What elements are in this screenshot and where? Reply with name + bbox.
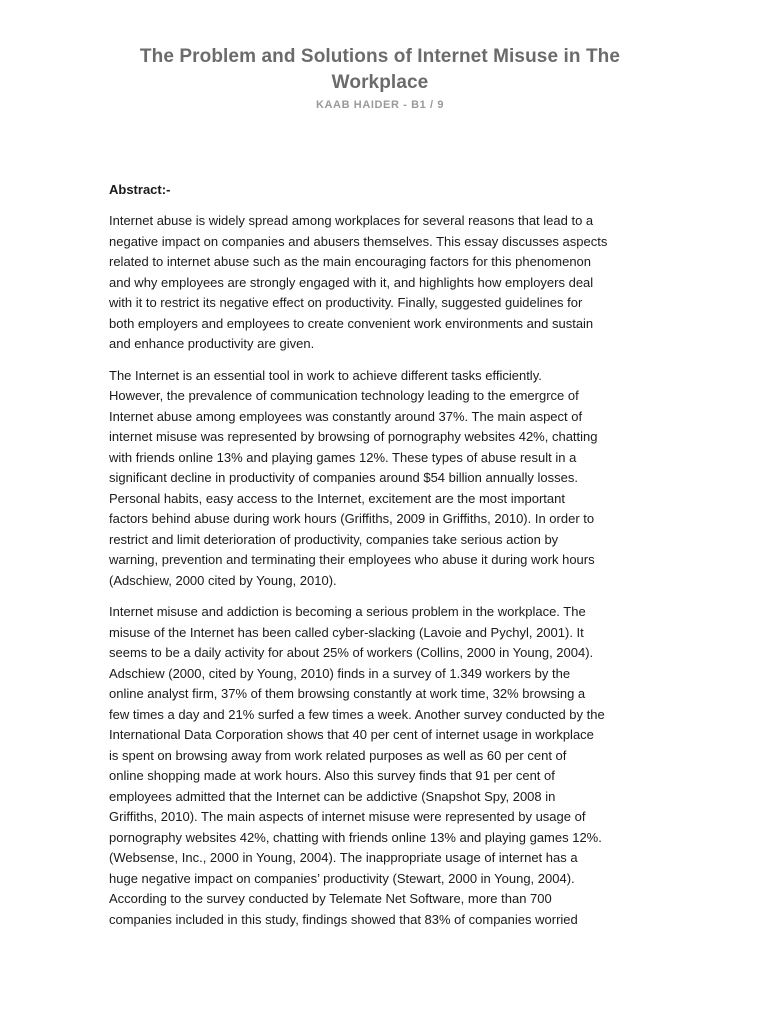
paragraph-line: both employers and employees to create convenient work environments and sustain [109,315,594,331]
paragraph-line: Internet abuse is widely spread among workplaces for several reasons that lead to a [109,213,594,228]
paragraph-line: Internet misuse and addiction is becoming a serious problem in the workplace. The [109,604,586,619]
paragraph-line: companies included in this study, findings showed that 83% of companies worried [109,911,578,927]
paragraph-line: pornography websites 42%, chatting with friends online 13% and playing games 12%. [109,829,602,845]
document-body [109,180,654,941]
document-title: The Problem and Solutions of Internet Misuse in The Workplace [139,46,621,93]
paragraph-line: (Websense, Inc., 2000 in Young, 2004). The inappropriate usage of internet has a [109,850,578,865]
paragraph-line: (Adschiew, 2000 cited by Young, 2010). [109,572,337,588]
paragraph [109,211,654,355]
paragraph-line: Internet abuse among employees was constantly around 37%. The main aspect of [109,408,583,424]
paragraph-line: negative impact on companies and abusers themselves. This essay discusses aspects [109,233,608,249]
abstract-heading: Abstract:- [109,182,171,197]
paragraph-line: Adschiew (2000, cited by Young, 2010) finds in a survey of 1.349 workers by the [109,665,571,681]
paragraph-line: employees admitted that the Internet can be addictive (Snapshot Spy, 2008 in [109,788,556,804]
paragraph-line: and why employees are strongly engaged with it, and highlights how employers deal [109,274,594,290]
paragraph [109,602,654,930]
paragraph-line: and enhance productivity are given. [109,336,315,351]
paragraph-line: few times a day and 21% surfed a few times a week. Another survey conducted by the [109,706,605,722]
paragraph-line: factors behind abuse during work hours (Griffiths, 2009 in Griffiths, 2010). In order to [109,511,595,526]
paragraph-line: restrict and limit deterioration of productivity, companies take serious action by [109,531,559,547]
paragraph-line: online shopping made at work hours. Also this survey finds that 91 per cent of [109,768,555,783]
paragraph-line: The Internet is an essential tool in work to achieve different tasks efficiently. [109,367,542,383]
author-line: KAAB HAIDER - B1 / 9 [315,99,445,111]
paragraph-line: significant decline in productivity of companies around $54 billion annually losses. [109,470,578,485]
paragraph-line: huge negative impact on companies’ productivity (Stewart, 2000 in Young, 2004). [109,870,575,886]
paragraph-line: However, the prevalence of communication technology leading to the emergrce of [109,388,579,403]
paragraph-line: internet misuse was represented by browsing of pornography websites 42%, chatting [109,429,598,444]
paragraph-line: online analyst firm, 37% of them browsing constantly at work time, 32% browsing a [109,686,586,701]
paragraph-line: warning, prevention and terminating their employees who abuse it during work hours [109,552,595,567]
paragraph-line: with it to restrict its negative effect on productivity. Finally, suggested guidelines for [109,295,583,310]
paragraph-line: seems to be a daily activity for about 25% of workers (Collins, 2000 in Young, 2004). [109,645,594,660]
paragraph [109,366,654,592]
paragraph-line: International Data Corporation shows that 40 per cent of internet usage in workplace [109,727,594,742]
paragraph-line: misuse of the Internet has been called cyber-slacking (Lavoie and Pychyl, 2001). It [109,624,584,640]
paragraph-line: related to internet abuse such as the main encouraging factors for this phenomenon [109,254,592,269]
paragraph-line: with friends online 13% and playing games 12%. These types of abuse result in a [109,449,577,465]
paragraphs-container [109,211,654,930]
paragraph-line: Griffiths, 2010). The main aspects of internet misuse were represented by usage of [109,809,586,824]
paragraph-line: is spent on browsing away from work related purposes as well as 60 per cent of [109,747,567,763]
paragraph-line: According to the survey conducted by Telemate Net Software, more than 700 [109,891,552,906]
paragraph-line: Personal habits, easy access to the Internet, excitement are the most important [109,490,565,506]
